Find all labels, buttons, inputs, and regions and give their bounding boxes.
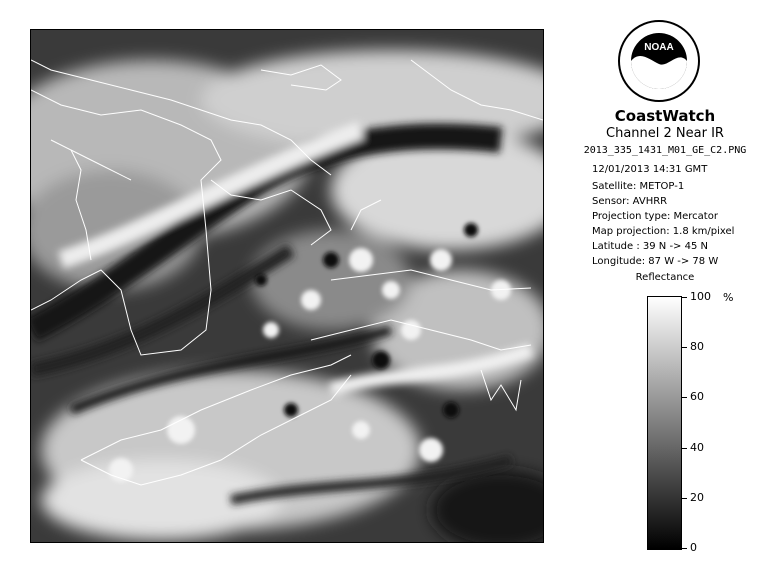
longitude-label: Longitude: 87 W -> 78 W: [592, 256, 719, 267]
colorbar-tick-mark: [681, 347, 687, 348]
colorbar-tick-label: 100: [690, 290, 711, 303]
satellite-label: Satellite: METOP-1: [592, 181, 685, 192]
noaa-logo-icon: [618, 20, 700, 102]
colorbar-tick-label: 60: [690, 390, 704, 404]
product-title: CoastWatch: [614, 107, 716, 125]
file-name: 2013_335_1431_M01_GE_C2.PNG: [583, 145, 747, 156]
colorbar-tick-label: 0: [690, 541, 697, 554]
channel-name: Channel 2 Near IR: [606, 126, 724, 141]
colorbar-tick-mark: [681, 448, 687, 449]
colorbar-tick-mark: [681, 548, 687, 549]
colorbar-tick-mark: [681, 397, 687, 398]
colorbar-unit: %: [723, 291, 734, 304]
map-projection-label: Map projection: 1.8 km/pixel: [592, 226, 735, 237]
satellite-image: [30, 29, 544, 543]
reflectance-colorbar: [647, 296, 682, 550]
colorbar-title: Reflectance: [635, 272, 695, 283]
colorbar-tick-mark: [681, 297, 687, 298]
colorbar-tick-mark: [681, 498, 687, 499]
noaa-logo: [618, 20, 700, 102]
logo-text: NOAA: [644, 42, 674, 53]
projection-type-label: Projection type: Mercator: [592, 211, 718, 222]
latitude-label: Latitude : 39 N -> 45 N: [592, 241, 708, 252]
datetime-label: 12/01/2013 14:31 GMT: [592, 164, 708, 175]
colorbar-tick-label: 20: [690, 490, 704, 504]
sensor-label: Sensor: AVHRR: [592, 196, 668, 207]
satellite-image-svg: [31, 30, 543, 542]
colorbar-tick-label: 80: [690, 340, 704, 354]
colorbar-tick-label: 40: [690, 440, 704, 454]
